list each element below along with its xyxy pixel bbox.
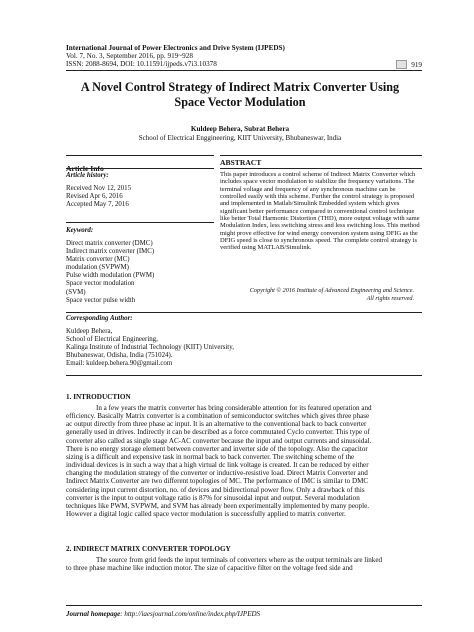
abstract-line: might prove effective for wind energy conversion system using DFIG as the (220, 229, 418, 237)
body-line: to three phase machine like induction motor. The size of capacitive filter on the voltage feed side and (66, 564, 353, 573)
history-label: Article history: (66, 172, 109, 179)
keyword-item: modulation (SVPWM) (66, 264, 129, 272)
journal-name: International Journal of Power Electronics and Drive System (IJPEDS) (66, 44, 285, 52)
keyword-item: Matrix converter (MC) (66, 256, 130, 264)
history-item: Accepted May 7, 2016 (66, 201, 129, 209)
footer-rule (66, 605, 422, 606)
body-line: In a few years the matrix converter has bring considerable attention for its featured operation and (96, 404, 372, 412)
abstract-line: significant better performance compared to conventional control technique (220, 207, 415, 215)
corresponding-bottom-rule (66, 375, 422, 376)
abstract-line: Modulation Index, less switching stress and less switching loss. This method (220, 222, 420, 230)
abstract-line: like better Total Harmonic Distortion (THD), more output voltage with same (220, 215, 420, 223)
homepage-label: Journal homepage (66, 610, 121, 618)
body-line: The source from grid feeds the input terminals of converters where as the output terminals are linked (96, 556, 383, 564)
body-line: changing the modulation strategy of the converter or inductive-resistive load. Direct Matrix Converter and (66, 469, 368, 478)
keyword-item: Pulse width modulation (PWM) (66, 272, 155, 280)
issn-doi: ISSN: 2088-8694, DOI: 10.11591/ijpeds.v7i3.10378 (66, 60, 217, 68)
copyright-line: All rights reserved. (366, 294, 414, 302)
corresponding-label: Corresponding Author: (66, 315, 133, 322)
homepage-url[interactable]: : http://iaesjournal.com/online/index.php/IJPEDS (120, 610, 261, 618)
abstract-line: and implemented in Matlab/Simulink Embedded system which gives (220, 200, 400, 208)
page-number-block (396, 60, 422, 69)
copyright (220, 287, 414, 302)
keyword-item: (SVM) (66, 288, 86, 296)
info-top-rule (66, 155, 214, 156)
abstract-line: This paper introduces a control scheme of Indirect Matrix Converter which (220, 171, 416, 178)
body-line: efficiency. Basically Matrix converter is a combination of semiconductor switches which gives three phase (66, 412, 370, 421)
abstract-line: includes space vector modulation to stabilize the frequency variations. The (220, 178, 415, 186)
article-info-heading: Article Info (66, 164, 104, 173)
keyword-label: Keyword: (66, 227, 94, 234)
history-item: Revised Apr 6, 2016 (66, 193, 123, 201)
info-rule (66, 168, 214, 169)
authors: Kuldeep Behera, Subrat Behera (190, 125, 290, 133)
body-line: considering input current distortion, no. of devices and bidirectional power flow. Only a drawback of this (66, 485, 365, 494)
keyword-item: Space vector modulation (66, 280, 135, 288)
body-line: converter also called as single stage AC-AC converter because the input and output currents and sinusoidal. (66, 436, 372, 445)
keyword-list (66, 240, 154, 305)
body-line: ac output directly from three phase ac input. It is an alternative to the conventional back to back converter (66, 420, 367, 429)
body-line: Indirect Matrix Converter are two different topologies of MC. The performance of IMC is similar to DMC (66, 477, 369, 486)
abstract-line: controlled easily with this scheme. Further the control strategy is proposed (220, 193, 415, 201)
history-item: Received Nov 12, 2015 (66, 185, 132, 192)
keyword-item: Direct matrix converter (DMC) (66, 240, 153, 247)
abstract-rule (220, 168, 422, 169)
paper-title (60, 80, 420, 109)
body-line: techniques like PWM, SVPWM, and SVM has already been experimentally implemented by many people. (66, 501, 369, 510)
journal-homepage (66, 610, 260, 618)
page-number: 919 (411, 60, 422, 69)
corresponding-line: Kuldeep Behera, (66, 328, 113, 335)
page-marker-icon (396, 60, 407, 69)
section-1-heading: 1. INTRODUCTION (66, 393, 131, 401)
abstract-line: terminal voltage and frequency of any synchronous machine can be (220, 185, 396, 193)
title-line: A Novel Control Strategy of Indirect Matrix Converter Using (80, 80, 400, 94)
body-line: There is no energy storage element between converter and inverter side of the topology. Also the capacitor (66, 444, 368, 453)
affiliation: School of Electrical Enggineering, KIIT University, Bhubaneswar, India (138, 134, 342, 142)
body-line: generally used in drives. Indirectly it can be described as a force commutated Cyclo converter. This type of (66, 428, 370, 437)
keyword-item: Indirect matrix converter (IMC) (66, 248, 155, 256)
corresponding-line: School of Electrical Engineering, (66, 336, 158, 344)
corresponding-rule (66, 312, 422, 313)
copyright-line: Copyright © 2016 Institute of Advanced Engineering and Science. (249, 287, 414, 294)
header-rule (66, 70, 422, 71)
corresponding-line: Kalinga Institute of Industrial Technology (KIIT) University, (66, 344, 234, 352)
body-line: sizing is a difficult and expensive task in normal back to back converter. The switching scheme of the (66, 452, 355, 461)
title-line: Space Vector Modulation (174, 94, 306, 109)
section-1-body (66, 404, 422, 518)
corresponding-line: Email: kuldeep.behera.90@gmail.com (66, 360, 173, 368)
abstract-body (220, 171, 422, 252)
section-2-body (66, 556, 422, 572)
body-line: converter is the input to output voltage ratio is 87% for sinusoidal input and output. Several modulation (66, 493, 360, 502)
corresponding-line: Bhubaneswar, Odisha, India (751024). (66, 352, 173, 360)
abstract-line: DFIG speed is close to synchronous speed. The complete control strategy is (220, 237, 418, 245)
corresponding-details (66, 328, 234, 368)
section-2-heading: 2. INDIRECT MATRIX CONVERTER TOPOLOGY (66, 545, 231, 553)
volume-info: Vol. 7, No. 3, September 2016, pp. 919~928 (66, 52, 193, 60)
keyword-item: Space vector pulse width (66, 296, 136, 304)
body-line: However a digital logic called space vector modulation is successfully applied to matrix converter. (66, 510, 346, 519)
history-list (66, 185, 131, 209)
body-line: individual devices is in such a way that a high virtual dc link voltage is created. It can be reduced by either (66, 461, 369, 470)
keyword-rule (66, 222, 214, 223)
abstract-top-rule (220, 155, 422, 156)
abstract-line: verified using MATLAB/Simulink. (220, 244, 312, 252)
abstract-heading: ABSTRACT (220, 158, 262, 167)
